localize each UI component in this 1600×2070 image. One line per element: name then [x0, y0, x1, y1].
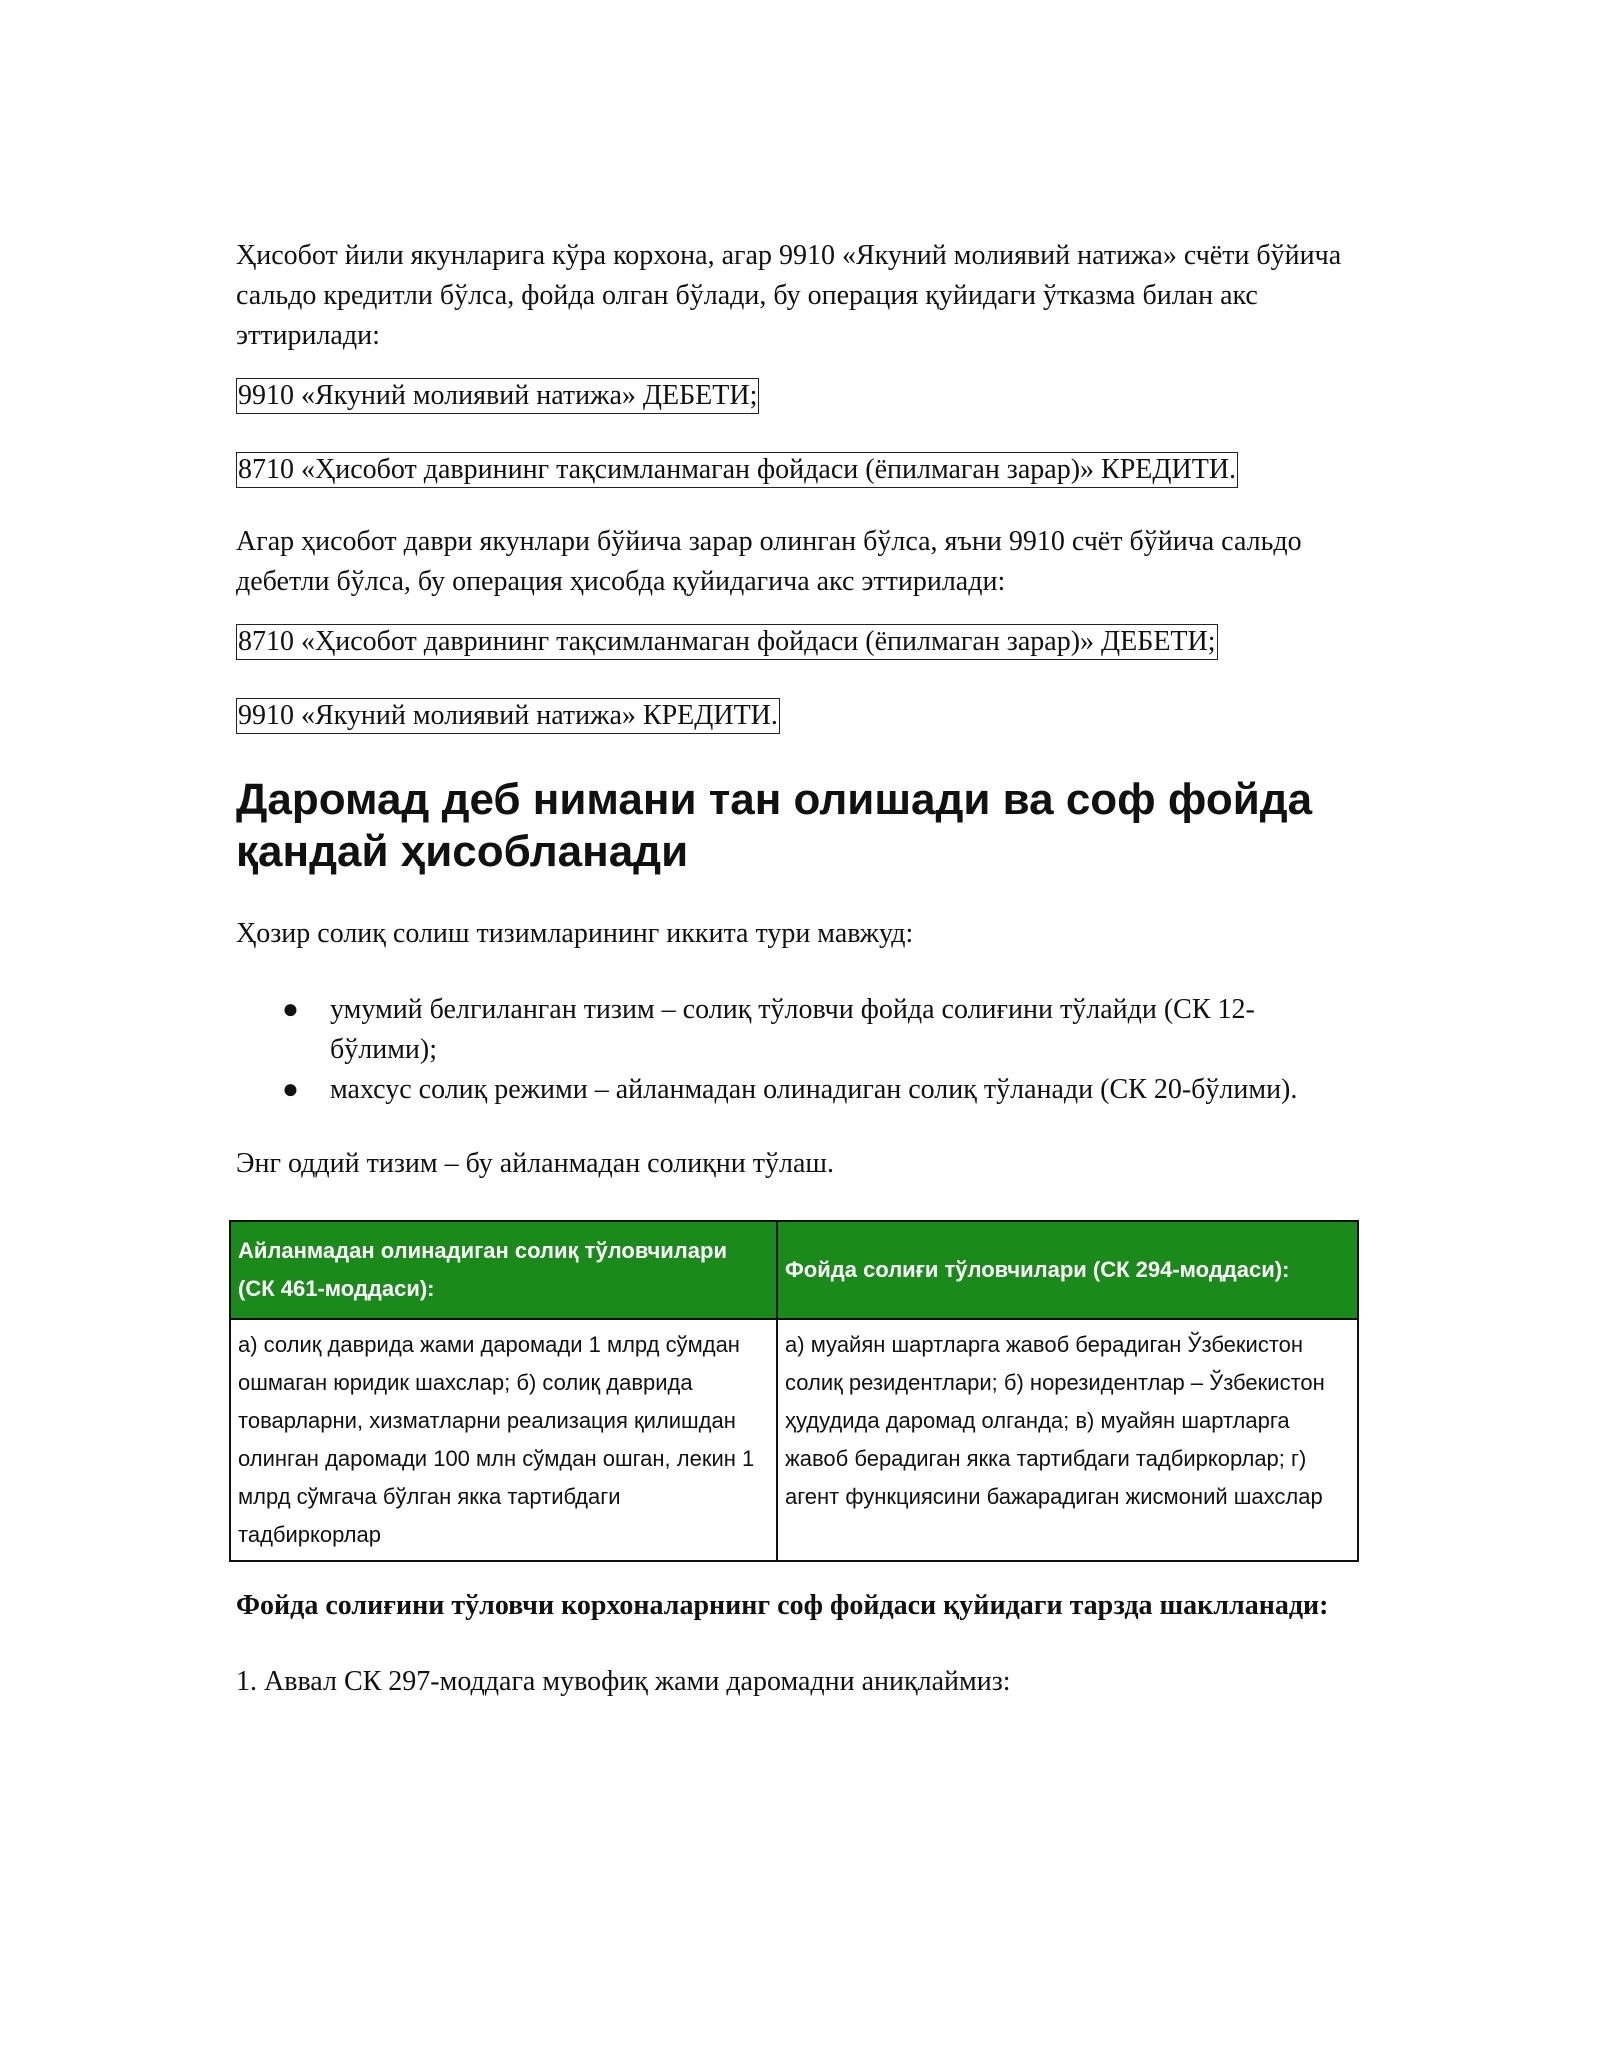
loss-paragraph: Агар ҳисобот даври якунлари бўйича зарар олинган бўлса, яъни 9910 счёт бўйича сальдо дебетли бўлса, бу операция ҳисобда қуйидагича акс эттирилади: [236, 526, 1302, 597]
entry1-debit-line [236, 378, 1364, 416]
entry2-debit-line [236, 624, 1364, 662]
document-content [236, 236, 1364, 1702]
table-header-row [230, 1221, 1358, 1319]
entry1-credit-line [236, 452, 1364, 490]
entry2-credit-line [236, 698, 1364, 736]
table-header-profit: Фойда солиғи тўловчилари (СК 294-моддаси): [777, 1221, 1358, 1319]
simplest-system-text: Энг оддий тизим – бу айланмадан солиқни тўлаш. [236, 1148, 834, 1179]
systems-intro: Ҳозир солиқ солиш тизимларининг иккита тури мавжуд: [236, 918, 914, 949]
intro-paragraph: Ҳисобот йили якунларига кўра корхона, агар 9910 «Якуний молиявий натижа» счёти бўйича сальдо кредитли бўлса, фойда олган бўлади, бу операция қуйидаги ўтказма билан акс эттирилади: [236, 240, 1342, 351]
list-item [236, 1070, 1370, 1110]
bullet-text: умумий белгиланган тизим – солиқ тўловчи фойда солиғини тўлайди (СК 12-бўлими); [330, 994, 1255, 1065]
tax-payers-table [229, 1220, 1359, 1562]
entry1-debit: 9910 «Якуний молиявий натижа» ДЕБЕТИ; [236, 378, 759, 414]
bullet-icon: ● [282, 1074, 299, 1105]
bullet-text: махсус солиқ режими – айланмадан олинадиган солиқ тўланади (СК 20-бўлими). [330, 1074, 1298, 1105]
entry1-credit: 8710 «Ҳисобот даврининг тақсимланмаган фойдаси (ёпилмаган зарар)» КРЕДИТИ. [236, 452, 1238, 488]
step-one-text: 1. Аввал СК 297-моддага мувофиқ жами даромадни аниқлаймиз: [236, 1666, 1011, 1697]
net-profit-heading: Фойда солиғини тўловчи корхоналарнинг соф фойдаси қуйидаги тарзда шаклланади: [236, 1590, 1329, 1621]
table-cell-turnover: а) солиқ даврида жами даромади 1 млрд сўмдан ошмаган юридик шахслар; б) солиқ даврида товарларни, хизматларни реализация қилишдан олинган даромади 100 млн сўмдан ошган, лекин 1 млрд сўмгача бўлган якка тартибдаги тадбиркорлар [230, 1319, 777, 1561]
table-wrapper [236, 1220, 1364, 1556]
tax-systems-list [236, 990, 1364, 1110]
table-header-turnover: Айланмадан олинадиган солиқ тўловчилари (СК 461-моддаси): [230, 1221, 777, 1319]
bullet-icon: ● [282, 994, 299, 1025]
entry2-credit: 9910 «Якуний молиявий натижа» КРЕДИТИ. [236, 698, 780, 734]
entry2-debit: 8710 «Ҳисобот даврининг тақсимланмаган фойдаси (ёпилмаган зарар)» ДЕБЕТИ; [236, 624, 1218, 660]
list-item [236, 990, 1310, 1070]
table-row [230, 1319, 1358, 1561]
table-cell-profit: а) муайян шартларга жавоб берадиган Ўзбекистон солиқ резидентлари; б) норезидентлар – Ўзбекистон ҳудудида даромад олганда; в) муайян шартларга жавоб берадиган якка тартибдаги тадбиркорлар; г) агент функциясини бажарадиган жисмоний шахслар [777, 1319, 1358, 1561]
section-heading: Даромад деб нимани тан олишади ва соф фойда қандай ҳисобланади [236, 775, 1313, 876]
